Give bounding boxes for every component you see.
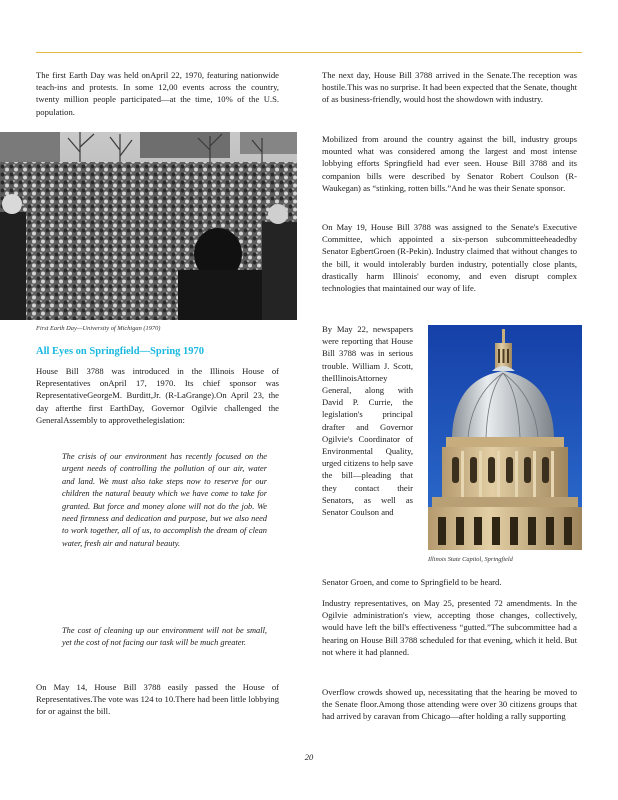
right-paragraph-may-22-end: Senator Groen, and come to Springfield to be heard.	[322, 577, 502, 587]
section-heading: All Eyes on Springfield—Spring 1970	[36, 346, 205, 357]
header-rule	[36, 52, 582, 53]
page-number: 20	[304, 752, 314, 762]
right-paragraph-overflow: Overflow crowds showed up, necessitating that the hearing be moved to the Senate floor.Among those attending were over 30 citizens groups that had arrived by caravan from Chicago—after holding a rally supporting	[322, 687, 577, 722]
left-paragraph-may-14: On May 14, House Bill 3788 easily passed the House of Representatives.The vote was 124 to 10.There had been little lobbying for or against the bill.	[36, 682, 279, 717]
left-paragraph-earth-day: The first Earth Day was held onApril 22, 1970, featuring nationwide teach-ins and protests. In some 12,00 events across the country, twenty million people participated—at the time, 10% of the U.S. population.	[36, 70, 279, 117]
crowd-photo-graphic	[0, 132, 297, 320]
state-capitol-photo	[428, 325, 582, 550]
capitol-photo-graphic	[428, 325, 582, 550]
earth-day-crowd-photo	[0, 132, 297, 320]
governor-quote-1: The crisis of our environment has recently focused on the urgent needs of controlling the pollution of our air, water and land. We must also take steps now to reserve for our children the natural beauty which we have come to take for granted. But force and money alone will not do the job. We need firmness and dedication and purpose, but we also need to work together, all of us, to accomplish the dream of clean water, fresh air and natural beauty.	[62, 452, 267, 548]
left-photo-caption: First Earth Day—University of Michigan (1970)	[36, 325, 161, 332]
governor-quote-2: The cost of cleaning up our environment will not be small, yet the cost of not facing our task will be much greater.	[62, 626, 267, 648]
right-paragraph-may-22: By May 22, newspapers were reporting that House Bill 3788 was in serious trouble. William J. Scott, theIllinoisAttorney General, along with David P. Currie, the legislation's principal drafter and Governor Ogilvie's Coordinator of Environmental Quality, urged citizens to help save the bill—pleading that they contact their Senators, as well as Senator Coulson and	[322, 324, 414, 518]
right-paragraph-may-19: On May 19, House Bill 3788 was assigned to the Senate's Executive Committee, which appointed a six-person subcommitteeheadedby Senator EgbertGroen (R-Pekin). Industry claimed that without changes to the bill, it would intolerably burden industry, potentially close plants, drastically harm Illinois' economy, and even disrupt complex technologies that maintained our way of life.	[322, 222, 577, 294]
right-paragraph-may-25: Industry representatives, on May 25, presented 72 amendments. In the Ogilvie administration's view, accepting those changes, collectively, would have left the bill's effectiveness “gutted.”The subcommittee had a hearing on House Bill 3788 scheduled for that evening, which it held. But not where it had planned.	[322, 598, 577, 657]
right-paragraph-lobbying: Mobilized from around the country against the bill, industry groups mounted what was considered among the largest and most intense lobbying efforts Springfield had ever seen. House Bill 3788 and its companion bills were described by Senator Robert Coulson (R-Waukegan) as “stinking, rotten bills.”And he was their Senate sponsor.	[322, 134, 577, 193]
right-photo-caption: Illinois State Capitol, Springfield	[428, 556, 513, 563]
left-paragraph-hb3788: House Bill 3788 was introduced in the Illinois House of Representatives onApril 17, 1970. Its chief sponsor was RepresentativeGeorgeM. Burditt,Jr. (R-LaGrange).On April 23, the day afterthe first EarthDay, Governor Ogilvie challenged the GeneralAssembly to approvethelegislation:	[36, 366, 279, 425]
right-paragraph-senate: The next day, House Bill 3788 arrived in the Senate.The reception was hostile.This was no surprise. It had been expected that the Senate, thought of as business-friendly, would host the showdown with industry.	[322, 70, 577, 105]
